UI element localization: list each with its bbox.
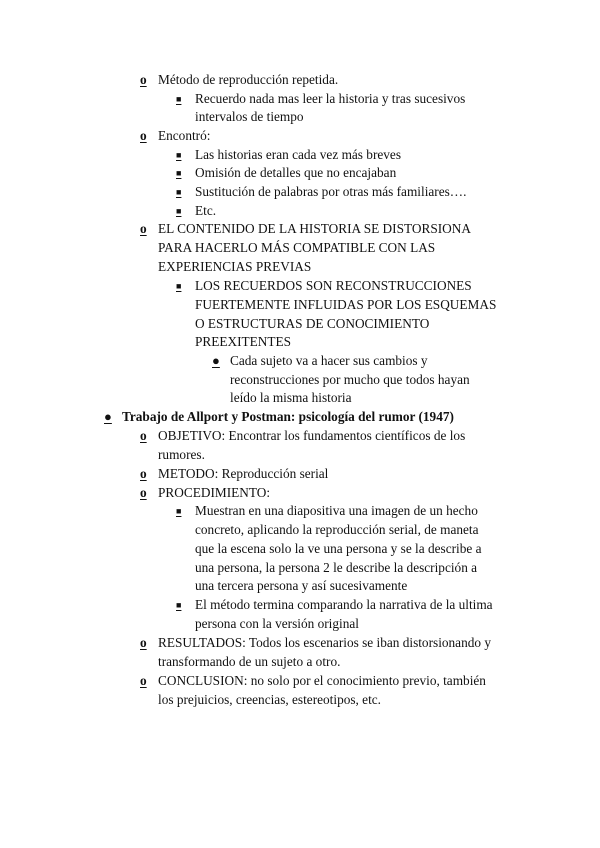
outline-marker: o: [140, 485, 147, 500]
text-line: leído la misma historia: [230, 390, 352, 405]
round-bullet-marker: ●: [104, 409, 112, 424]
text-line: EL CONTENIDO DE LA HISTORIA SE DISTORSIONA: [158, 221, 471, 236]
square-bullet-marker: ■: [176, 206, 182, 216]
text-line: los prejuicios, creencias, estereotipos, etc.: [158, 692, 382, 707]
text-line: Las historias eran cada vez más breves: [195, 147, 402, 162]
text-line: El método termina comparando la narrativa de la ultima: [195, 597, 493, 612]
text-line: intervalos de tiempo: [195, 109, 304, 124]
section-heading: Trabajo de Allport y Postman: psicología del rumor (1947): [122, 409, 454, 424]
text-line: OBJETIVO: Encontrar los fundamentos científicos de los: [158, 428, 466, 443]
text-line: METODO: Reproducción serial: [158, 466, 329, 481]
text-line: persona con la versión original: [195, 616, 359, 631]
text-line: que la escena solo la ve una persona y se la describe a: [195, 541, 482, 556]
text-line: Sustitución de palabras por otras más familiares….: [195, 184, 467, 199]
text-line: PARA HACERLO MÁS COMPATIBLE CON LAS: [158, 240, 436, 255]
outline-marker: o: [140, 72, 147, 87]
text-line: concreto, aplicando la reproducción serial, de maneta: [195, 522, 479, 537]
text-line: LOS RECUERDOS SON RECONSTRUCCIONES: [195, 278, 472, 293]
text-line: PREEXITENTES: [195, 334, 292, 349]
square-bullet-marker: ■: [176, 281, 182, 291]
text-line: Etc.: [195, 203, 217, 218]
outline-marker: o: [140, 673, 147, 688]
square-bullet-marker: ■: [176, 168, 182, 178]
text-line: rumores.: [158, 447, 205, 462]
round-bullet-marker: ●: [212, 353, 220, 368]
text-line: Cada sujeto va a hacer sus cambios y: [230, 353, 428, 368]
text-line: transformando de un sujeto a otro.: [158, 654, 341, 669]
text-line: PROCEDIMIENTO:: [158, 485, 271, 500]
outline-marker: o: [140, 635, 147, 650]
outline-marker: o: [140, 466, 147, 481]
text-line: EXPERIENCIAS PREVIAS: [158, 259, 312, 274]
text-line: una tercera persona y así sucesivamente: [195, 578, 408, 593]
text-line: CONCLUSION: no solo por el conocimiento previo, también: [158, 673, 486, 688]
text-line: RESULTADOS: Todos los escenarios se iban distorsionando y: [158, 635, 491, 650]
text-line: Omisión de detalles que no encajaban: [195, 165, 397, 180]
text-line: Método de reproducción repetida.: [158, 72, 339, 87]
text-line: Recuerdo nada mas leer la historia y tras sucesivos: [195, 91, 466, 106]
square-bullet-marker: ■: [176, 94, 182, 104]
square-bullet-marker: ■: [176, 150, 182, 160]
square-bullet-marker: ■: [176, 600, 182, 610]
text-line: FUERTEMENTE INFLUIDAS POR LOS ESQUEMAS: [195, 297, 497, 312]
text-line: Muestran en una diapositiva una imagen de un hecho: [195, 503, 478, 518]
outline-marker: o: [140, 128, 147, 143]
square-bullet-marker: ■: [176, 187, 182, 197]
outline-marker: o: [140, 221, 147, 236]
square-bullet-marker: ■: [176, 506, 182, 516]
text-line: Encontró:: [158, 128, 211, 143]
text-line: O ESTRUCTURAS DE CONOCIMIENTO: [195, 316, 430, 331]
text-line: una persona, la persona 2 le describe la descripción a: [195, 560, 478, 575]
outline-marker: o: [140, 428, 147, 443]
text-line: reconstrucciones por mucho que todos hayan: [230, 372, 470, 387]
